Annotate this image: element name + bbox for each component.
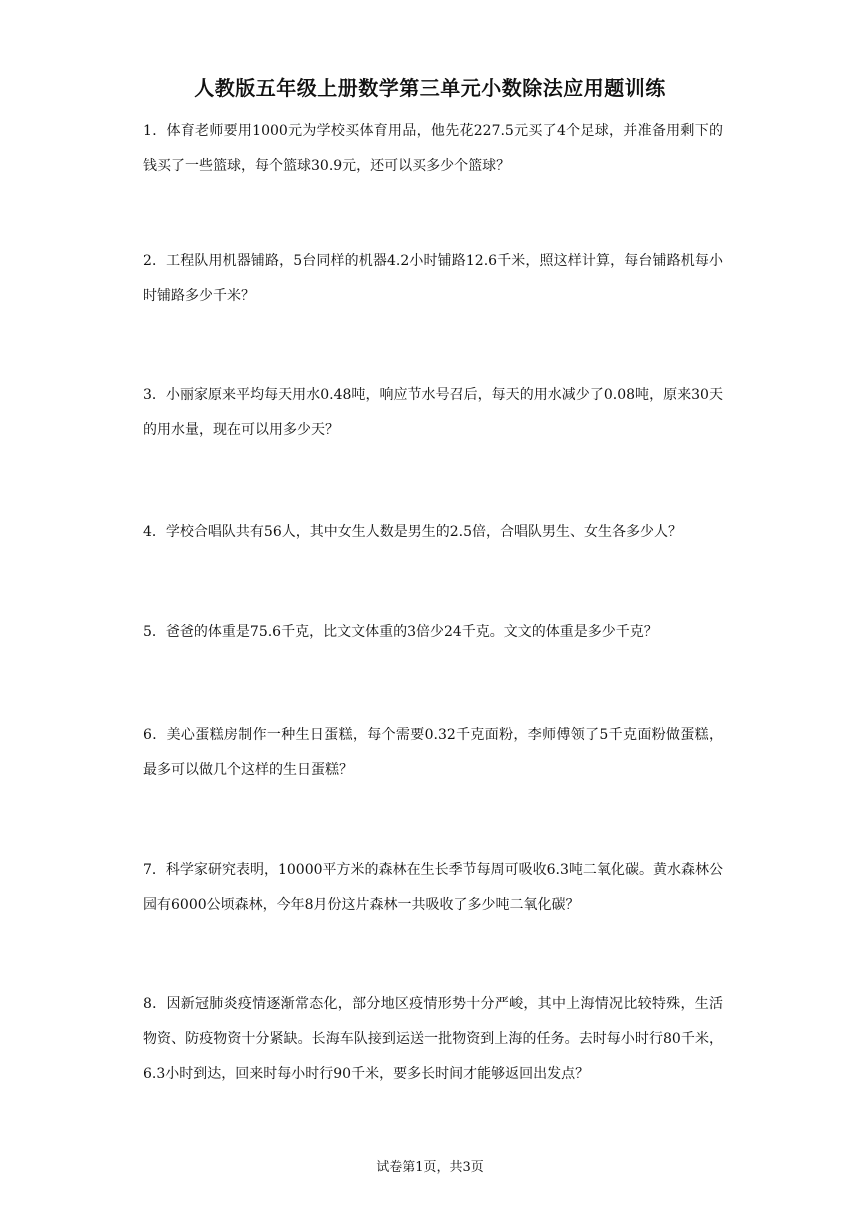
question-1: 1．体育老师要用1000元为学校买体育用品，他先花227.5元买了4个足球，并准备用剩下的钱买了一些篮球，每个篮球30.9元，还可以买多少个篮球？ xyxy=(143,123,723,174)
page-footer: 试卷第1页，共3页 xyxy=(376,1160,484,1175)
question-4: 4．学校合唱队共有56人，其中女生人数是男生的2.5倍，合唱队男生、女生各多少人？ xyxy=(143,524,682,540)
question-3: 3．小丽家原来平均每天用水0.48吨，响应节水号召后，每天的用水减少了0.08吨，原来30天的用水量，现在可以用多少天？ xyxy=(143,387,723,438)
page-title: 人教版五年级上册数学第三单元小数除法应用题训练 xyxy=(194,76,666,100)
question-5: 5．爸爸的体重是75.6千克，比文文体重的3倍少24千克。文文的体重是多少千克？ xyxy=(143,624,658,640)
question-7: 7．科学家研究表明，10000平方米的森林在生长季节每周可吸收6.3吨二氧化碳。黄水森林公园有6000公顷森林，今年8月份这片森林一共吸收了多少吨二氧化碳？ xyxy=(143,862,723,913)
question-8: 8．因新冠肺炎疫情逐渐常态化，部分地区疫情形势十分严峻，其中上海情况比较特殊，生活物资、防疫物资十分紧缺。长海车队接到运送一批物资到上海的任务。去时每小时行80千米，6.3小时到达，回来时每小时行90千米，要多长时间才能够返回出发点？ xyxy=(143,996,723,1082)
question-2: 2．工程队用机器铺路，5台同样的机器4.2小时铺路12.6千米，照这样计算，每台铺路机每小时铺路多少千米？ xyxy=(143,253,723,304)
question-6: 6．美心蛋糕房制作一种生日蛋糕，每个需要0.32千克面粉，李师傅领了5千克面粉做蛋糕，最多可以做几个这样的生日蛋糕？ xyxy=(143,727,723,778)
